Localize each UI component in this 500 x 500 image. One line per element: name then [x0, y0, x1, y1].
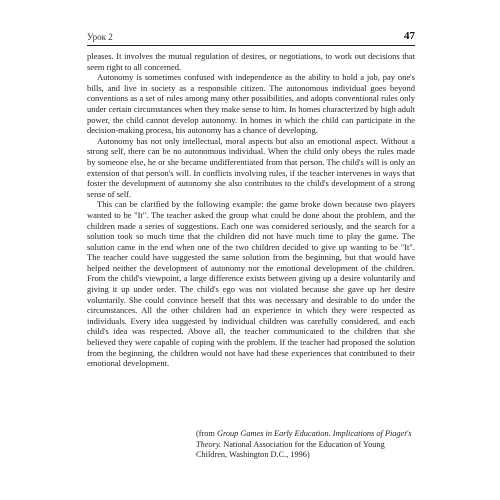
citation — [196, 429, 415, 461]
body-text — [87, 51, 415, 369]
page-number: 47 — [404, 30, 415, 42]
paragraph: pleases. It involves the mutual regulation of desires, or negotiations, to work out decisions that seem right to all concerned. — [87, 51, 415, 72]
citation-prefix: (from — [196, 429, 217, 438]
paragraph: This can be clarified by the following example: the game broke down because two players wanted to be "It". The teacher asked the group what could be done about the problem, and the children made a series of suggestions. Each one was considered seriously, and the search for a solution took so much time that the children did not have much time to play the game. The solution came in the end when one of the two children decided to give up wanting to be "It". The teacher could have suggested the same solution from the beginning, but that would have helped neither the development of autonomy nor the emotional development of the children. From the child's viewpoint, a large difference exists between giving up a desire voluntarily and giving it up under order. The child's ego was not violated because she gave up her desire voluntarily. She could convince herself that this was necessary and desirable to do under the circumstances. All the other children had an experience in which they were respected as individuals. Every idea suggested by individual children was carefully considered, and each child's idea was respected. Above all, the teacher communicated to the children that she believed they were capable of coping with the problem. If the teacher had proposed the solution from the beginning, the children would not have had these experiences that contributed to their emotional development. — [87, 199, 415, 369]
paragraph: Autonomy is sometimes confused with independence as the ability to hold a job, pay one's bills, and live in society as a responsible citizen. The autonomous individual goes beyond conventions as a set of rules among many other possibilities, and adopts conventional rules only under certain circumstances when they make sense to him. In homes characterized by high adult power, the child cannot develop autonomy. In homes in which the child can participate in the decision-making process, his autonomy has a chance of developing. — [87, 72, 415, 136]
header-divider — [87, 45, 415, 46]
page-header — [87, 31, 415, 45]
citation-publisher: National Association for the Education of Young Children, Washington D.C., 1996) — [196, 439, 385, 460]
paragraph: Autonomy has not only intellectual, moral aspects but also an emotional aspect. Without a strong self, there can be no autonomous individual. When the child only obeys the rules made by someone else, he or she became undifferentiated from that person. The child's will is only an extension of that person's will. In conflicts involving rules, if the teacher intervenes in ways that foster the development of autonomy she also contributes to the child's development of a strong sense of self. — [87, 135, 415, 199]
section-label: Урок 2 — [87, 32, 113, 42]
citation-title: Group Games in Early Education. Implications of Piaget's Theory. — [196, 429, 412, 449]
